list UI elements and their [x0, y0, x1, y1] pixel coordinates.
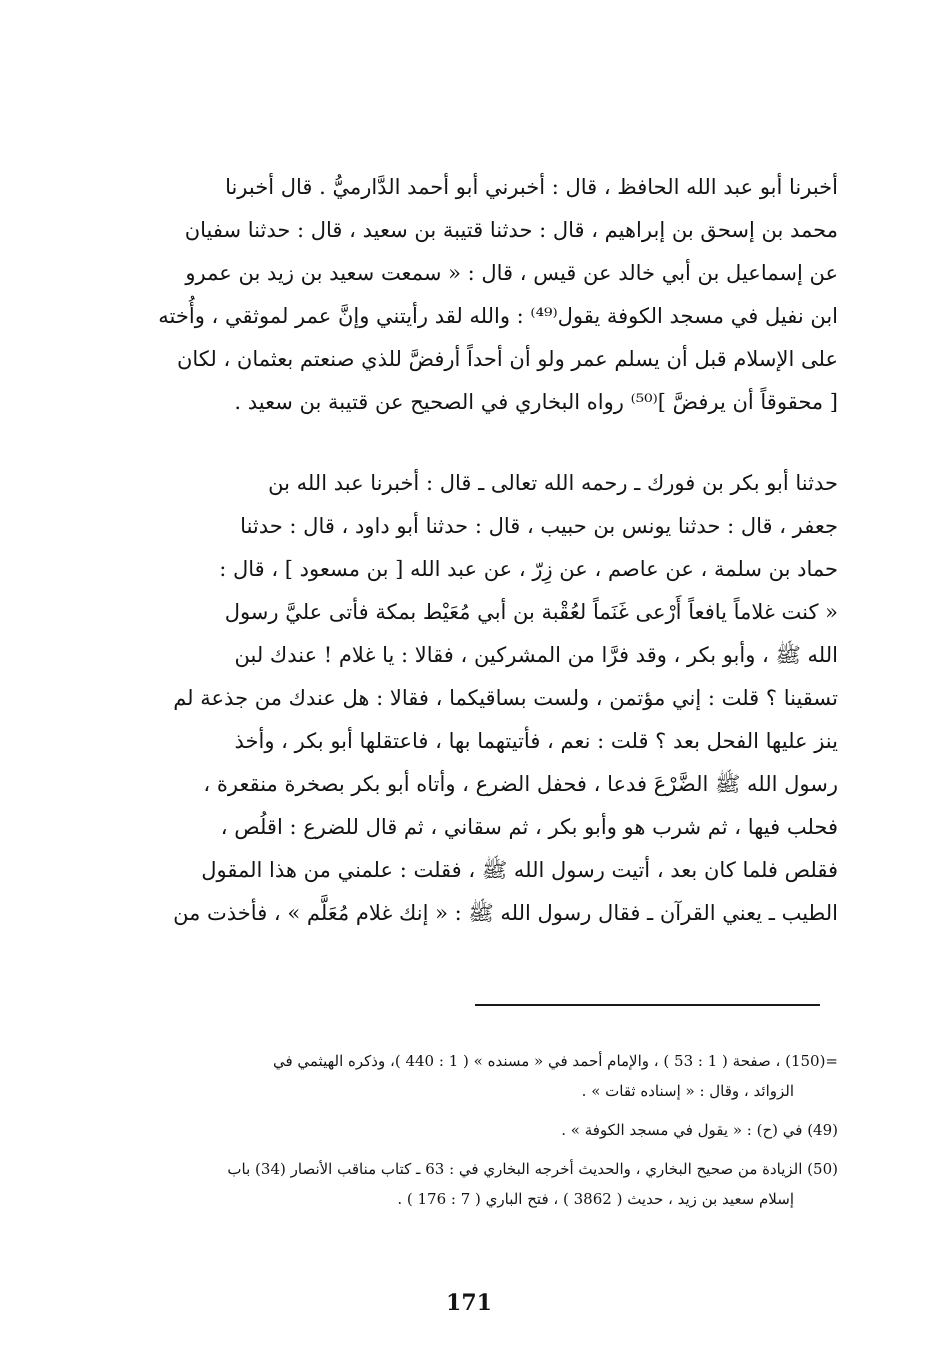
text-line: الله ﷺ ، وأبو بكر ، وقد فرَّا من المشركين ، فقالا : يا غلام ! عندك لبن [234, 643, 838, 667]
text-line: جعفر ، قال : حدثنا يونس بن حبيب ، قال : حدثنا أبو داود ، قال : حدثنا [240, 514, 838, 538]
footnote-line: إسلام سعيد بن زيد ، حديث ( 3862 ) ، فتح الباري ( 7 : 176 ) . [397, 1190, 794, 1208]
text-line: [ محقوقاً أن يرفضَّ ]⁽⁵⁰⁾ رواه البخاري في الصحيح عن قتيبة بن سعيد . [234, 390, 838, 414]
text-line: فقلص فلما كان بعد ، أتيت رسول الله ﷺ ، فقلت : علمني من هذا المقول [201, 858, 838, 882]
footnote-line: الزوائد ، وقال : « إسناده ثقات » . [581, 1082, 794, 1100]
footnote-49 [108, 1115, 838, 1145]
footnote-line: (49) في (ح) : « يقول في مسجد الكوفة » . [561, 1121, 838, 1139]
text-line: على الإسلام قبل أن يسلم عمر ولو أن أحداً أرفضَّ للذي صنعتم بعثمان ، لكان [176, 347, 838, 371]
footnote-separator [475, 1004, 820, 1006]
text-line: ابن نفيل في مسجد الكوفة يقول⁽⁴⁹⁾ : والله لقد رأيتني وإنَّ عمر لموثقي ، وأُخته [158, 304, 838, 328]
footnote-line: (50) الزيادة من صحيح البخاري ، والحديث أخرجه البخاري في : 63 ـ كتاب مناقب الأنصار (34) باب [227, 1160, 838, 1178]
footnote-line: =(150) ، صفحة ( 1 : 53 ) ، والإمام أحمد في « مسنده » ( 1 : 440 )، وذكره الهيثمي في [272, 1052, 838, 1070]
paragraph-1 [108, 166, 838, 424]
text-line: عن إسماعيل بن أبي خالد عن قيس ، قال : « سمعت سعيد بن زيد بن عمرو [185, 261, 838, 285]
footnote-150-continued [108, 1046, 838, 1106]
text-line: تسقينا ؟ قلت : إني مؤتمن ، ولست بساقيكما ، فقالا : هل عندك من جذعة لم [173, 686, 838, 710]
text-line: أخبرنا أبو عبد الله الحافظ ، قال : أخبرني أبو أحمد الدَّارميُّ . قال أخبرنا [225, 175, 838, 199]
text-line: « كنت غلاماً يافعاً أَرْعى غَنَماً لعُقْبة بن أبي مُعَيْط بمكة فأتى عليَّ رسول [224, 600, 838, 624]
page-number: 171 [446, 1290, 492, 1316]
paragraph-2 [108, 462, 838, 935]
text-line: محمد بن إسحق بن إبراهيم ، قال : حدثنا قتيبة بن سعيد ، قال : حدثنا سفيان [184, 218, 838, 242]
text-line: حماد بن سلمة ، عن عاصم ، عن زِرّ ، عن عبد الله [ بن مسعود ] ، قال : [219, 557, 838, 581]
footnote-50 [108, 1154, 838, 1214]
text-line: ينز عليها الفحل بعد ؟ قلت : نعم ، فأتيتهما بها ، فاعتقلها أبو بكر ، وأخذ [234, 729, 838, 753]
text-line: فحلب فيها ، ثم شرب هو وأبو بكر ، ثم سقاني ، ثم قال للضرع : اقلُص ، [220, 815, 838, 839]
text-line: حدثنا أبو بكر بن فورك ـ رحمه الله تعالى ـ قال : أخبرنا عبد الله بن [268, 471, 838, 495]
footnotes [108, 1046, 838, 1223]
text-line: الطيب ـ يعني القرآن ـ فقال رسول الله ﷺ : « إنك غلام مُعَلَّم » ، فأخذت من [173, 901, 838, 925]
text-line: رسول الله ﷺ الضَّرْعَ فدعا ، فحفل الضرع ، وأتاه أبو بكر بصخرة منقعرة ، [203, 772, 838, 796]
